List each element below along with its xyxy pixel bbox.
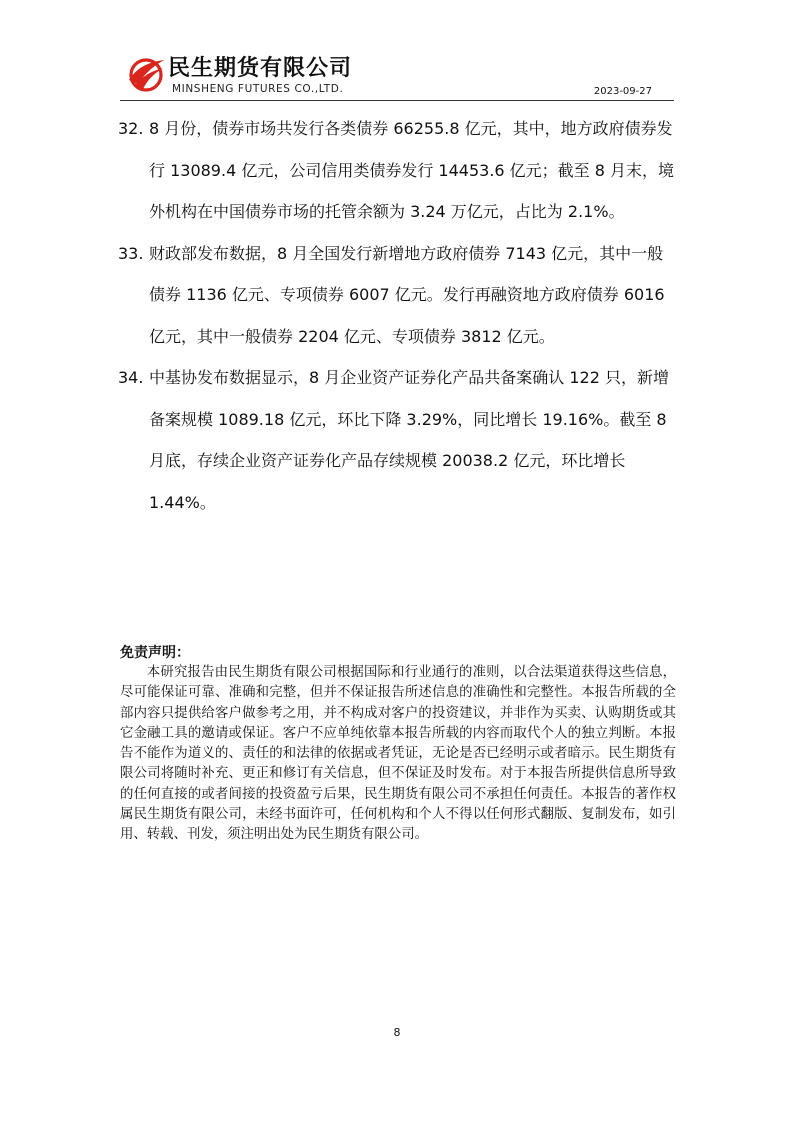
news-item	[118, 357, 678, 523]
company-name-cn: 民生期货有限公司	[168, 56, 353, 81]
item-text: 中基协发布数据显示，8 月企业资产证券化产品共备案确认 122 只，新增备案规模 1089.18 亿元，环比下降 3.29%，同比增长 19.16%。截至 8 月底，存续企业资产证券化产品存续规模 20038.2 亿元，环比增长 1.44%。	[149, 368, 669, 512]
disclaimer-section	[120, 643, 676, 846]
item-number: 32.	[118, 119, 144, 138]
disclaimer-body: 本研究报告由民生期货有限公司根据国际和行业通行的准则，以合法渠道获得这些信息，尽可能保证可靠、准确和完整，但并不保证报告所述信息的准确性和完整性。本报告所载的全部内容只提供给客户做参考之用，并不构成对客户的投资建议，并非作为买卖、认购期货或其它金融工具的邀请或保证。客户不应单纯依靠本报告所载的内容而取代个人的独立判断。本报告不能作为道义的、责任的和法律的依据或者凭证，无论是否已经明示或者暗示。民生期货有限公司将随时补充、更正和修订有关信息，但不保证及时发布。对于本报告所提供信息所导致的任何直接的或者间接的投资盈亏后果，民生期货有限公司不承担任何责任。本报告的著作权属民生期货有限公司，未经书面许可，任何机构和个人不得以任何形式翻版、复制发布，如引用、转载、刊发，须注明出处为民生期货有限公司。	[120, 665, 676, 843]
page-header	[120, 52, 674, 104]
company-name-en: MINSHENG FUTURES CO.,LTD.	[172, 83, 344, 95]
disclaimer-title: 免责声明：	[120, 645, 190, 661]
item-number: 33.	[118, 243, 144, 263]
minsheng-logo-icon	[126, 56, 166, 92]
report-date: 2023-09-27	[593, 86, 652, 97]
page-number: 8	[393, 1026, 401, 1039]
news-list	[118, 108, 678, 523]
item-text: 8 月份，债券市场共发行各类债券 66255.8 亿元，其中，地方政府债券发行 13089.4 亿元，公司信用类债券发行 14453.6 亿元；截至 8 月末，境外机构在中国债券市场的托管余额为 3.24 万亿元，占比为 2.1%。	[149, 119, 675, 221]
header-divider	[120, 100, 674, 101]
item-text: 财政部发布数据，8 月全国发行新增地方政府债券 7143 亿元，其中一般债券 1136 亿元、专项债券 6007 亿元。发行再融资地方政府债券 6016 亿元，其中一般债券 2204 亿元、专项债券 3812 亿元。	[149, 243, 665, 346]
item-number: 34.	[118, 368, 144, 387]
news-item	[118, 233, 678, 358]
news-item	[118, 108, 678, 233]
